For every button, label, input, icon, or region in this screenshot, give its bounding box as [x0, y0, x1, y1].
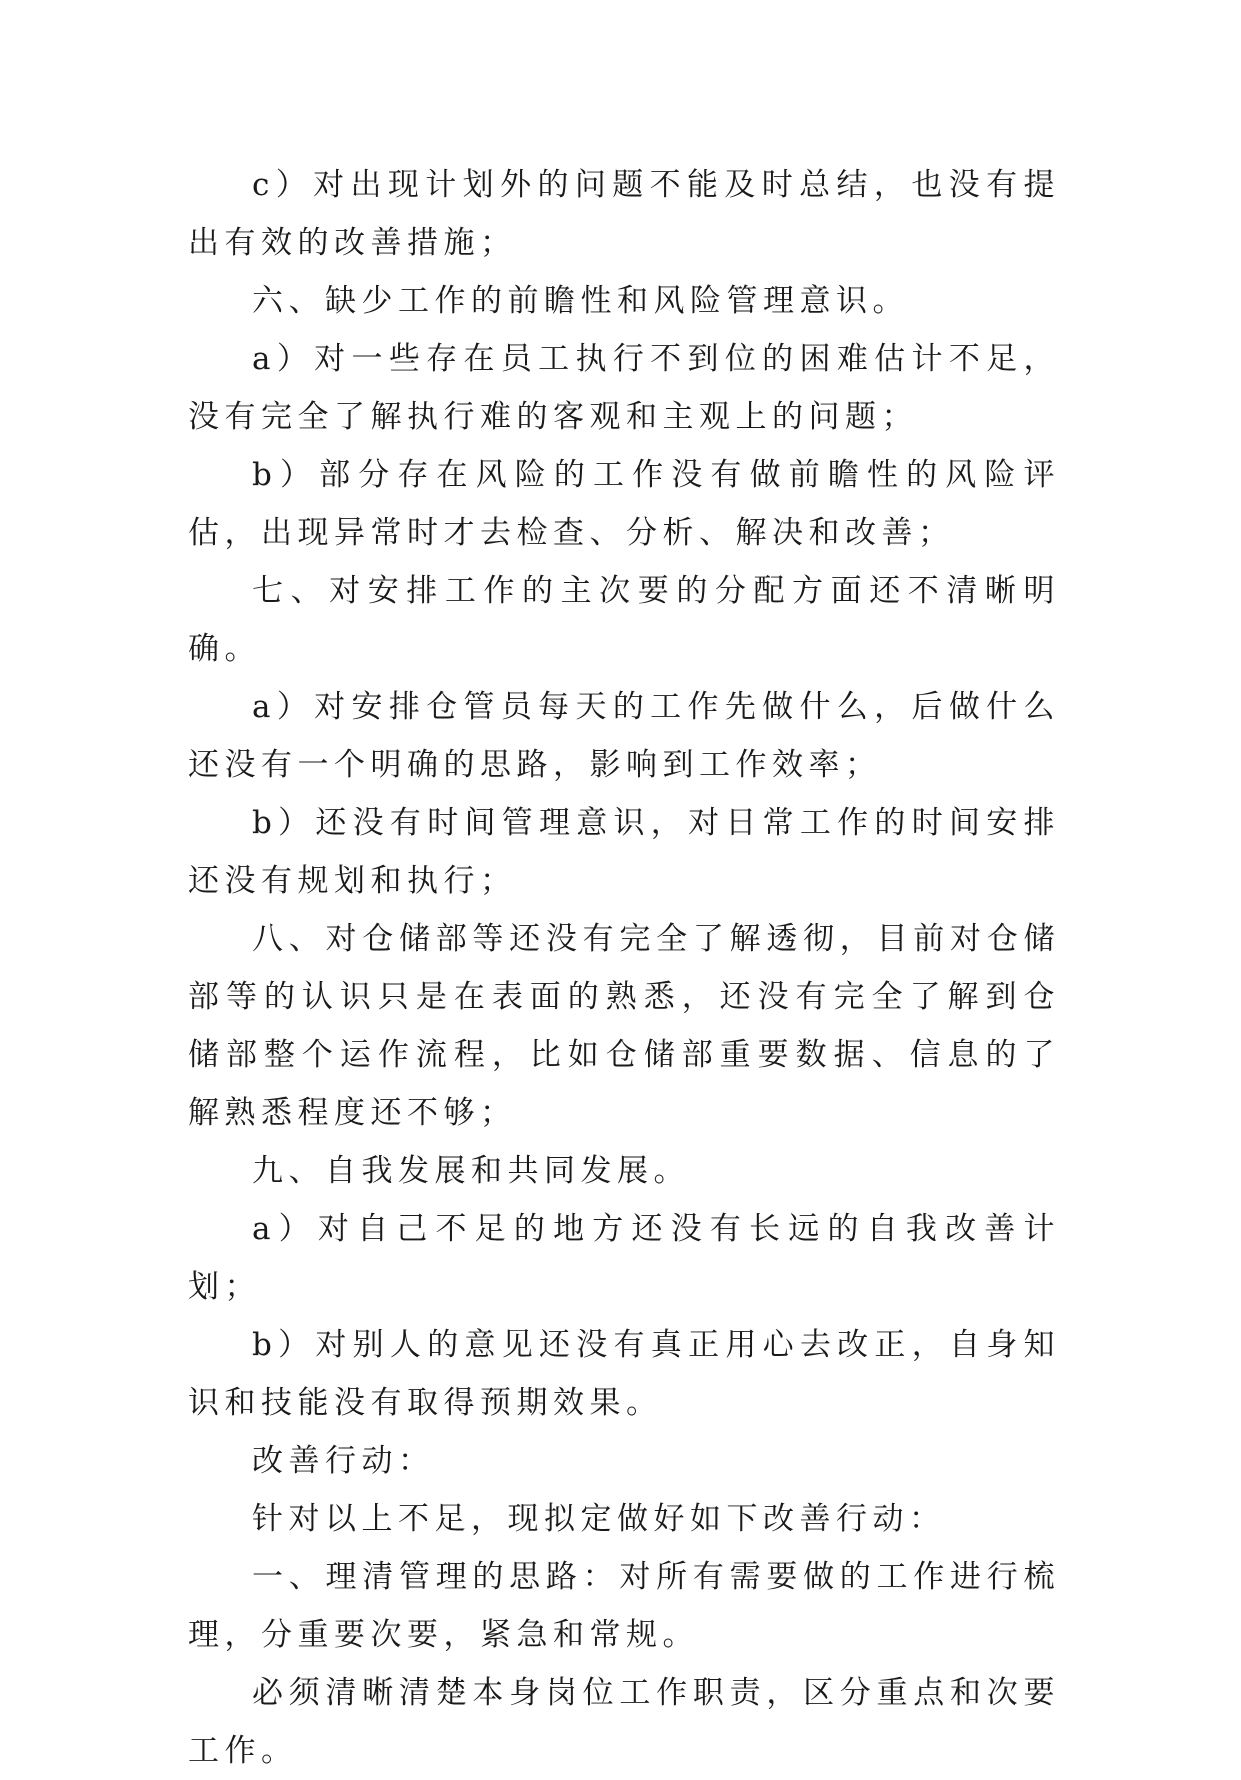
paragraph: b）部分存在风险的工作没有做前瞻性的风险评估，出现异常时才去检查、分析、解决和改善；	[188, 457, 1060, 551]
paragraph: c）对出现计划外的问题不能及时总结，也没有提出有效的改善措施；	[188, 167, 1060, 261]
paragraph: a）对自己不足的地方还没有长远的自我改善计划；	[188, 1211, 1060, 1305]
document-body	[188, 156, 1060, 1780]
paragraph: b）对别人的意见还没有真正用心去改正，自身知识和技能没有取得预期效果。	[188, 1327, 1060, 1421]
paragraph: a）对一些存在员工执行不到位的困难估计不足，没有完全了解执行难的客观和主观上的问题；	[188, 341, 1060, 435]
section-heading: 六、缺少工作的前瞻性和风险管理意识。	[252, 283, 909, 319]
paragraph: a）对安排仓管员每天的工作先做什么，后做什么还没有一个明确的思路，影响到工作效率；	[188, 689, 1060, 783]
section-heading: 八、对仓储部等还没有完全了解透彻，目前对仓储部等的认识只是在表面的熟悉，还没有完全了解到仓储部整个运作流程，比如仓储部重要数据、信息的了解熟悉程度还不够；	[188, 921, 1060, 1131]
section-heading: 九、自我发展和共同发展。	[252, 1153, 690, 1189]
paragraph: 针对以上不足，现拟定做好如下改善行动：	[252, 1501, 946, 1537]
section-heading: 一、理清管理的思路：对所有需要做的工作进行梳理，分重要次要，紧急和常规。	[188, 1559, 1060, 1653]
paragraph: b）还没有时间管理意识，对日常工作的时间安排还没有规划和执行；	[188, 805, 1060, 899]
paragraph: 必须清晰清楚本身岗位工作职责，区分重点和次要工作。	[188, 1675, 1060, 1769]
section-heading: 七、对安排工作的主次要的分配方面还不清晰明确。	[188, 573, 1060, 667]
section-heading: 改善行动：	[252, 1443, 435, 1479]
